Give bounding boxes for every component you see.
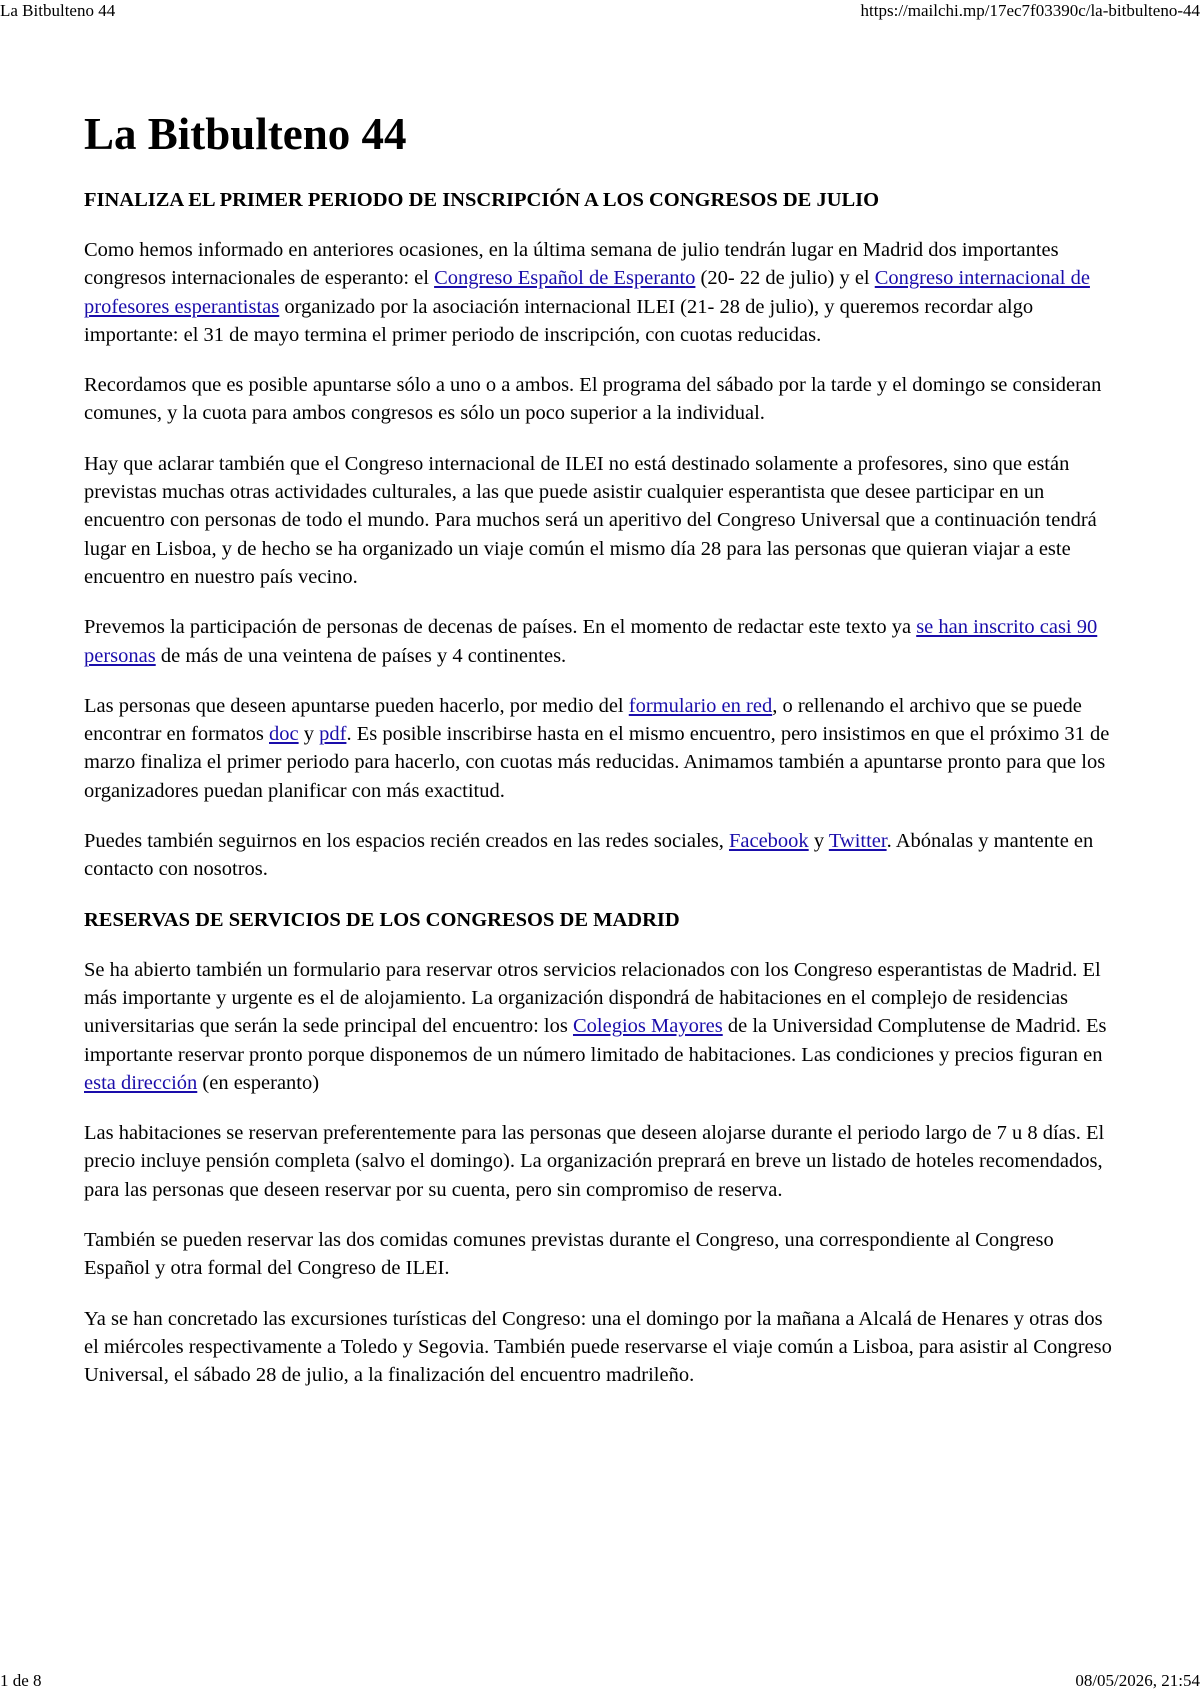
paragraph: Se ha abierto también un formulario para reservar otros servicios relacionados con los Congreso esperantistas de Madrid. El más importante y urgente es el de alojamiento. La organización dispondrá de habitaciones en el complejo de residencias universitarias que serán la sede principal del encuentro: los Colegios Mayores de la Universidad Complutense de Madrid. Es importante reservar pronto porque disponemos de un número limitado de habitaciones. Las condiciones y precios figuran en esta dirección (en esperanto) — [84, 958, 1107, 1094]
link-congreso-ilei[interactable]: Congreso internacional de profesores esperantistas — [84, 267, 1090, 318]
link-twitter[interactable]: Twitter — [828, 830, 887, 853]
paragraph: Hay que aclarar también que el Congreso internacional de ILEI no está destinado solamente a profesores, sino que están previstas muchas otras actividades culturales, a las que puede asistir cualquier esperantista que desee participar en un encuentro con personas de todo el mundo. Para muchos será un aperitivo del Congreso Universal que a continuación tendrá lugar en Lisboa, y de hecho se ha organizado un viaje común el mismo día 28 para las personas que quieran viajar a este encuentro en nuestro país vecino. — [84, 452, 1097, 588]
link-pdf[interactable]: pdf — [319, 723, 347, 746]
section-heading-reservas: RESERVAS DE SERVICIOS DE LOS CONGRESOS DE MADRID — [84, 908, 680, 931]
page-title: La Bitbulteno 44 — [84, 109, 407, 159]
link-doc[interactable]: doc — [269, 723, 299, 746]
newsletter-content — [84, 108, 1114, 1412]
link-esta-direccion[interactable]: esta dirección — [84, 1071, 198, 1094]
paragraph: También se pueden reservar las dos comidas comunes previstas durante el Congreso, una correspondiente al Congreso Español y otra formal del Congreso de ILEI. — [84, 1229, 1054, 1280]
link-facebook[interactable]: Facebook — [728, 830, 809, 853]
paragraph: Prevemos la participación de personas de decenas de países. En el momento de redactar este texto ya se han inscrito casi 90 personas de más de una veintena de países y 4 continentes. — [84, 616, 1098, 667]
link-colegios-mayores[interactable]: Colegios Mayores — [572, 1015, 723, 1038]
print-header-url: https://mailchi.mp/17ec7f03390c/la-bitbulteno-44 — [860, 1, 1200, 20]
print-header-title: La Bitbulteno 44 — [0, 1, 116, 20]
paragraph: Ya se han concretado las excursiones turísticas del Congreso: una el domingo por la mañana a Alcalá de Henares y otras dos el miércoles respectivamente a Toledo y Segovia. También puede reservarse el viaje común a Lisboa, para asistir al Congreso Universal, el sábado 28 de julio, a la finalización del encuentro madrileño. — [84, 1307, 1112, 1387]
paragraph: Puedes también seguirnos en los espacios recién creados en las redes sociales, Facebook y Twitter. Abónalas y mantente en contacto con nosotros. — [84, 830, 1094, 881]
print-footer-datetime: 08/05/2026, 21:54 — [1075, 1671, 1200, 1690]
link-formulario-en-red[interactable]: formulario en red — [628, 694, 773, 717]
paragraph: Las personas que deseen apuntarse pueden hacerlo, por medio del formulario en red, o rellenando el archivo que se puede encontrar en formatos doc y pdf. Es posible inscribirse hasta en el mismo encuentro, pero insistimos en que el próximo 31 de marzo finaliza el primer periodo para hacerlo, con cuotas más reducidas. Animamos también a apuntarse pronto para que los organizadores puedan planificar con más exactitud. — [84, 694, 1110, 802]
section-heading-inscription: FINALIZA EL PRIMER PERIODO DE INSCRIPCIÓN A LOS CONGRESOS DE JULIO — [84, 189, 880, 211]
paragraph: Como hemos informado en anteriores ocasiones, en la última semana de julio tendrán lugar en Madrid dos importantes congresos internacionales de esperanto: el Congreso Español de Esperanto (20- 22 de julio) y el Congreso internacional de profesores esperantistas organizado por la asociación internacional ILEI (21- 28 de julio), y queremos recordar algo importante: el 31 de mayo termina el primer periodo de inscripción, con cuotas reducidas. — [84, 239, 1090, 346]
link-congreso-espanol[interactable]: Congreso Español de Esperanto — [434, 267, 696, 290]
link-inscritos[interactable]: se han inscrito casi 90 personas — [84, 616, 1098, 667]
paragraph: Recordamos que es posible apuntarse sólo a uno o a ambos. El programa del sábado por la tarde y el domingo se consideran comunes, y la cuota para ambos congresos es sólo un poco superior a la individual. — [84, 374, 1102, 425]
print-footer-page: 1 de 8 — [0, 1671, 42, 1690]
paragraph: Las habitaciones se reservan preferentemente para las personas que deseen alojarse durante el periodo largo de 7 u 8 días. El precio incluye pensión completa (salvo el domingo). La organización preprará en breve un listado de hoteles recomendados, para las personas que deseen reservar por su cuenta, pero sin compromiso de reserva. — [84, 1122, 1105, 1201]
